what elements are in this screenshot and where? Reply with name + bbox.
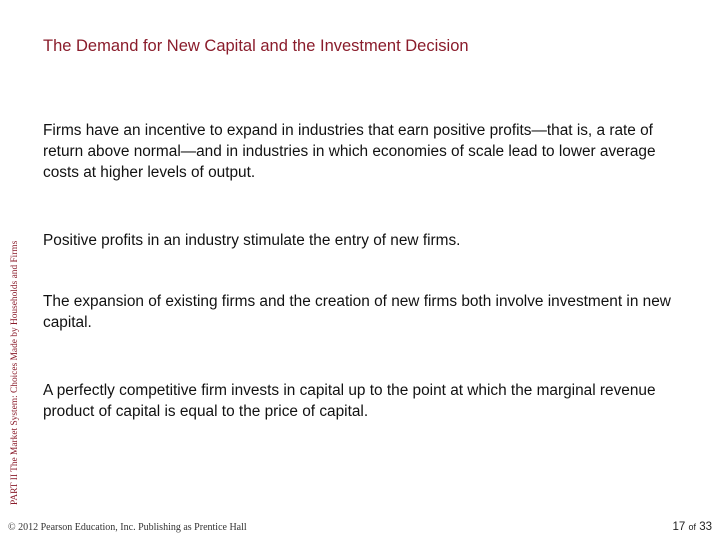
page-current: 17 — [672, 521, 686, 533]
paragraph-competitive-firm: A perfectly competitive firm invests in capital up to the point at which the marginal revenue product of capital is equal to the price of capital. — [43, 382, 656, 420]
slide-title: The Demand for New Capital and the Investment Decision — [43, 37, 469, 55]
page-of: of — [688, 522, 696, 532]
footer-copyright: © 2012 Pearson Education, Inc. Publishing as Prentice Hall — [8, 522, 247, 533]
paragraph-entry: Positive profits in an industry stimulate the entry of new firms. — [43, 232, 461, 249]
side-label-part-title: PART II The Market System: Choices Made by Households and Firms — [10, 240, 20, 505]
page-total: 33 — [699, 521, 712, 533]
paragraph-expansion: The expansion of existing firms and the creation of new firms both involve investment in new capital. — [43, 293, 671, 331]
page-number — [672, 521, 712, 533]
paragraph-intro: Firms have an incentive to expand in industries that earn positive profits—that is, a rate of return above normal—and in industries in which economies of scale lead to lower average costs at higher levels of output. — [43, 122, 656, 181]
